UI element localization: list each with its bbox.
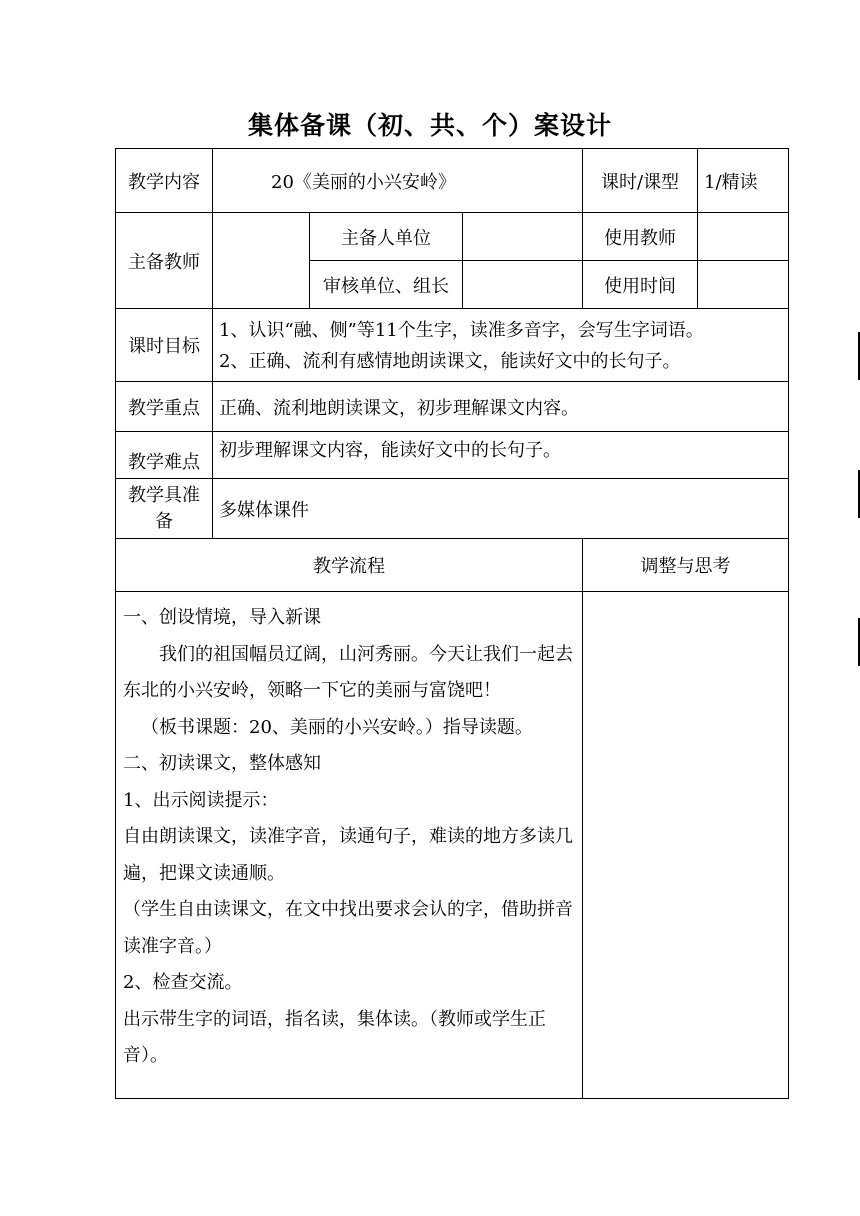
- difficulty-value: 初步理解课文内容，能读好文中的长句子。: [213, 432, 789, 479]
- content-value: 20《美丽的小兴安岭》: [213, 149, 583, 213]
- review-label: 审核单位、组长: [310, 261, 463, 309]
- row-tools: [116, 479, 789, 539]
- row-goals: [116, 309, 789, 382]
- use-time-label: 使用时间: [583, 261, 698, 309]
- key-label: 教学重点: [116, 382, 213, 432]
- difficulty-label: 教学难点: [116, 432, 213, 479]
- tools-label: 教学具准备: [116, 479, 213, 539]
- review-value: [463, 261, 583, 309]
- lead-unit-label: 主备人单位: [310, 213, 463, 261]
- goal-item: 1、认识“融、侧”等11个生字，读准多音字，会写生字词语。: [219, 320, 704, 341]
- user-teacher-value: [698, 213, 789, 261]
- row-process-header: [116, 539, 789, 592]
- process-step: 2、检查交流。: [123, 972, 243, 993]
- period-label: 课时/课型: [583, 149, 698, 213]
- use-time-value: [698, 261, 789, 309]
- goals-cell: [213, 309, 789, 382]
- row-key: [116, 382, 789, 432]
- tools-value: 多媒体课件: [213, 479, 789, 539]
- row-process: [116, 592, 789, 1099]
- process-paragraph: （学生自由读课文，在文中找出要求会认的字，借助拼音读准字音。）: [123, 899, 573, 957]
- process-cell: [116, 592, 583, 1099]
- process-paragraph: 我们的祖国幅员辽阔，山河秀丽。今天让我们一起去东北的小兴安岭，领略一下它的美丽与富饶吧！: [123, 643, 573, 701]
- adjust-cell: [583, 592, 789, 1099]
- row-content: [116, 149, 789, 213]
- lead-teacher-value: [213, 213, 310, 309]
- lead-teacher-label: 主备教师: [116, 213, 213, 309]
- user-teacher-label: 使用教师: [583, 213, 698, 261]
- lesson-plan-table: [115, 148, 789, 1099]
- key-value: 正确、流利地朗读课文，初步理解课文内容。: [213, 382, 789, 432]
- process-heading: 一、创设情境，导入新课: [123, 607, 321, 628]
- process-paragraph: 自由朗读课文，读准字音，读通句子，难读的地方多读几遍，把课文读通顺。: [123, 826, 573, 884]
- content-label: 教学内容: [116, 149, 213, 213]
- period-value: 1/精读: [698, 149, 789, 213]
- adjust-header: 调整与思考: [583, 539, 789, 592]
- process-step: 1、出示阅读提示：: [123, 789, 279, 811]
- process-paragraph: （板书课题：20、美丽的小兴安岭。）指导读题。: [141, 716, 533, 738]
- row-difficulty: [116, 432, 789, 479]
- process-heading: 二、初读课文，整体感知: [123, 753, 321, 774]
- goal-item: 2、正确、流利有感情地朗读课文，能读好文中的长句子。: [219, 351, 681, 372]
- lead-unit-value: [463, 213, 583, 261]
- process-paragraph: 出示带生字的词语，指名读，集体读。（教师或学生正音）。: [123, 1008, 546, 1066]
- document-title: 集体备课（初、共、个）案设计: [247, 111, 612, 140]
- goal-label: 课时目标: [116, 309, 213, 382]
- row-lead-teacher: [116, 213, 789, 261]
- process-header: 教学流程: [116, 539, 583, 592]
